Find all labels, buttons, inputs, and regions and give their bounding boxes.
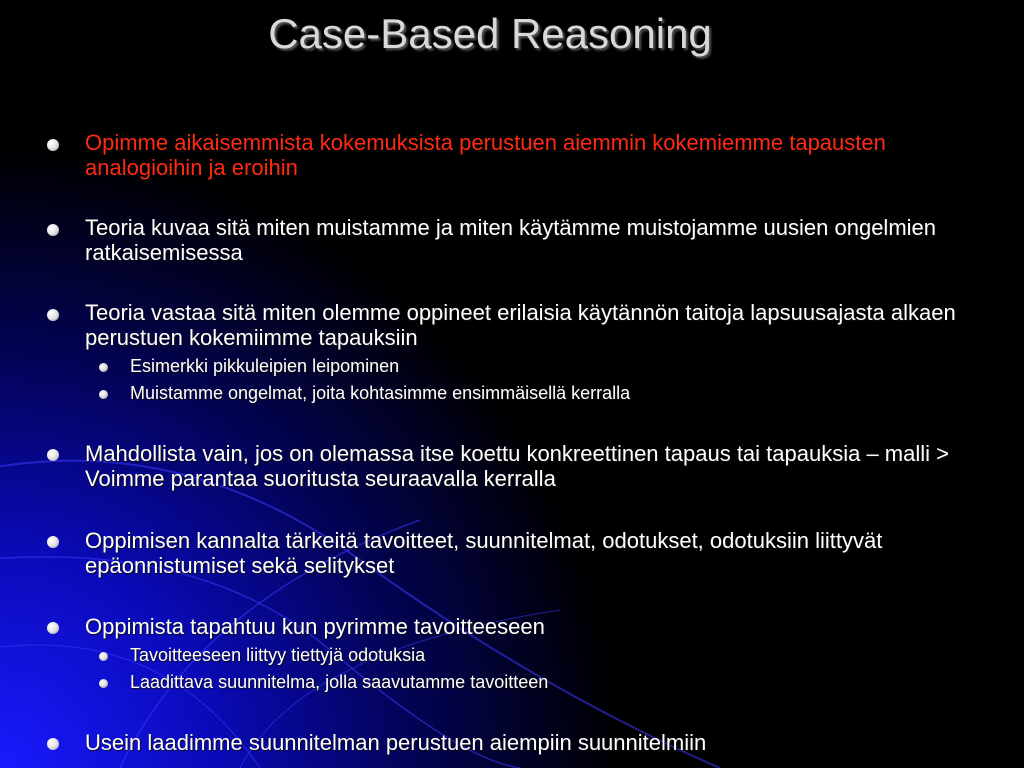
bullet-item: Teoria kuvaa sitä miten muistamme ja miten käytämme muistojamme uusien ongelmien ratkaisemisessa [85, 215, 937, 265]
bullet-dot-icon [47, 449, 59, 461]
slide-title: Case-Based Reasoning [268, 10, 712, 57]
bullet-item: Teoria vastaa sitä miten olemme oppineet erilaisia käytännön taitoja lapsuusajasta alkaen perustuen kokemiimme tapauksiin [85, 300, 956, 350]
sub-bullet-dot-icon [99, 679, 108, 688]
bullet-dot-icon [47, 224, 59, 236]
bullet-item: Oppimista tapahtuu kun pyrimme tavoitteeseen [85, 614, 545, 639]
bullet-item: Opimme aikaisemmista kokemuksista perustuen aiemmin kokemiemme tapausten analogioihin ja eroihin [85, 130, 886, 180]
sub-bullet-dot-icon [99, 363, 108, 372]
sub-bullet-item: Esimerkki pikkuleipien leipominen [130, 356, 400, 376]
sub-bullet-dot-icon [99, 652, 108, 661]
sub-bullet-item: Tavoitteeseen liittyy tiettyjä odotuksia [130, 645, 426, 665]
bullet-dot-icon [47, 139, 59, 151]
sub-bullet-item: Laadittava suunnitelma, jolla saavutamme tavoitteen [130, 672, 549, 692]
bullet-dot-icon [47, 309, 59, 321]
sub-bullet-item: Muistamme ongelmat, joita kohtasimme ensimmäisellä kerralla [130, 383, 631, 403]
bullet-item: Mahdollista vain, jos on olemassa itse koettu konkreettinen tapaus tai tapauksia – malli > Voimme parantaa suoritusta seuraavalla kerralla [85, 441, 949, 491]
bullet-item: Oppimisen kannalta tärkeitä tavoitteet, suunnitelmat, odotukset, odotuksiin liittyvät epäonnistumiset sekä selitykset [85, 528, 883, 578]
bullet-item: Usein laadimme suunnitelman perustuen aiempiin suunnitelmiin [85, 730, 707, 755]
bullet-dot-icon [47, 536, 59, 548]
bullet-dot-icon [47, 738, 59, 750]
bullet-dot-icon [47, 622, 59, 634]
sub-bullet-dot-icon [99, 390, 108, 399]
